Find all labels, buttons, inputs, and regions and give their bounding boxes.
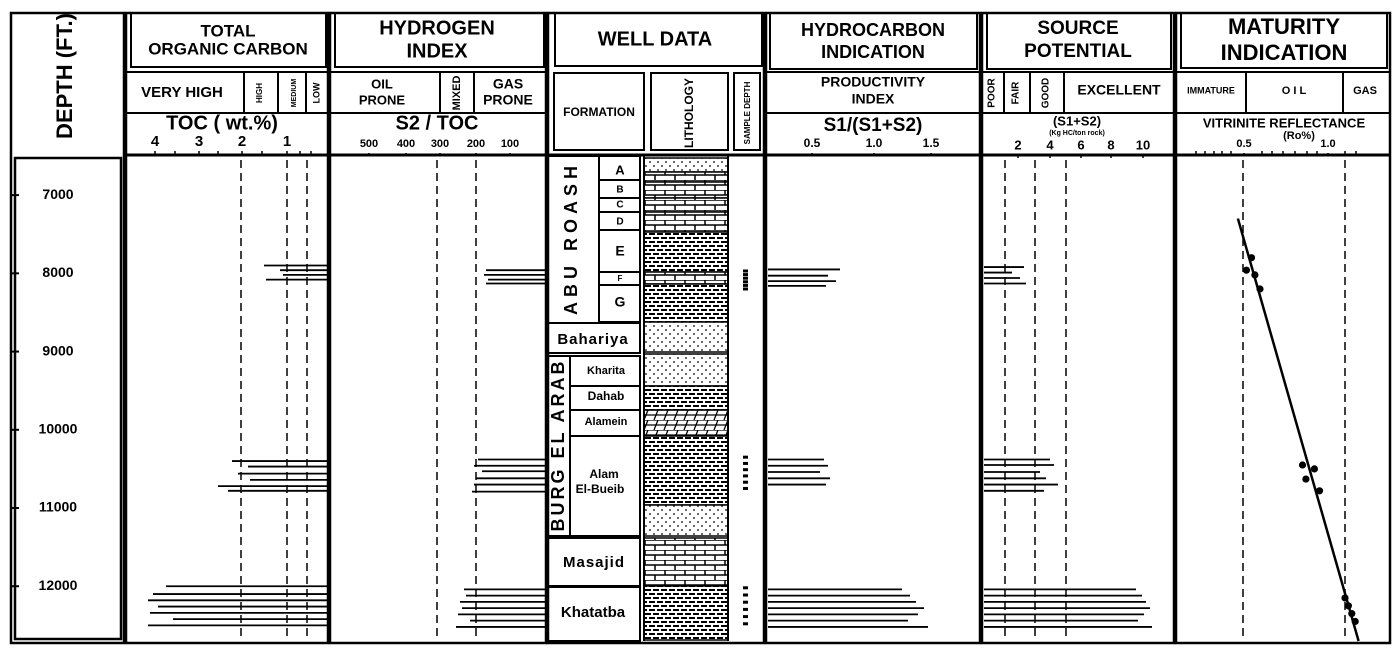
sp-tick-label: 6 bbox=[1077, 137, 1085, 153]
member-e: E bbox=[615, 242, 625, 259]
ro-data-point bbox=[1352, 618, 1359, 625]
ro-data-point bbox=[1256, 285, 1263, 292]
sample-depth-marker bbox=[743, 284, 748, 287]
ro-data-point bbox=[1345, 602, 1352, 609]
hi-class-mixed: MIXED bbox=[450, 75, 463, 111]
lithology-interval bbox=[644, 284, 728, 322]
lithology-interval bbox=[644, 198, 728, 212]
maturity-tick-label: 1.0 bbox=[1320, 137, 1336, 150]
hi-title-line2: INDEX bbox=[406, 40, 468, 63]
mat-axis-label: VITRINITE REFLECTANCE bbox=[1202, 115, 1366, 131]
toc-class-very-high: VERY HIGH bbox=[141, 83, 223, 101]
lithology-interval bbox=[644, 354, 728, 386]
sample-depth-marker bbox=[743, 462, 748, 465]
member-g: G bbox=[614, 293, 626, 310]
sp-title-line1: SOURCE bbox=[1037, 18, 1119, 40]
lithology-interval bbox=[644, 505, 728, 536]
ro-data-point bbox=[1299, 461, 1306, 468]
depth-tick-label: 11000 bbox=[38, 498, 78, 515]
hc-tick-label: 1.5 bbox=[922, 136, 940, 151]
ro-data-point bbox=[1248, 254, 1255, 261]
well-header-lithology: LITHOLOGY bbox=[682, 78, 697, 148]
sp-class-good: GOOD bbox=[1040, 77, 1052, 109]
sample-depth-marker bbox=[743, 622, 748, 625]
mat-class-immature: IMMATURE bbox=[1187, 85, 1235, 96]
sample-depth-marker bbox=[743, 601, 748, 604]
hc-title-line2: INDICATION bbox=[821, 41, 925, 62]
ro-data-point bbox=[1348, 610, 1355, 617]
well-title: WELL DATA bbox=[597, 28, 713, 51]
depth-tick-label: 8000 bbox=[42, 264, 74, 281]
member-b: B bbox=[616, 184, 624, 196]
sp-column-frame bbox=[982, 13, 1174, 643]
sp-tick-label: 10 bbox=[1135, 137, 1151, 153]
sp-tick-label: 2 bbox=[1014, 137, 1022, 153]
hi-class-oil: OIL bbox=[371, 76, 393, 92]
ro-data-point bbox=[1316, 487, 1323, 494]
lithology-interval bbox=[644, 158, 728, 172]
sp-tick-label: 8 bbox=[1107, 137, 1115, 153]
formation-abu-roash: ABU ROASH bbox=[560, 160, 581, 316]
depth-body-frame bbox=[15, 158, 121, 639]
mat-title-line1: MATURITY bbox=[1227, 13, 1341, 39]
member-el-bueib: El-Bueib bbox=[575, 482, 625, 497]
hc-column-frame bbox=[766, 13, 980, 643]
hc-title-line1: HYDROCARBON bbox=[801, 19, 945, 40]
sp-class-poor: POOR bbox=[986, 78, 998, 108]
toc-class-high: HIGH bbox=[255, 83, 265, 103]
ro-data-point bbox=[1311, 465, 1318, 472]
toc-tick-label: 3 bbox=[194, 132, 204, 150]
sp-tick-label: 4 bbox=[1046, 137, 1054, 153]
sp-axis-label: (S1+S2) bbox=[1052, 113, 1102, 129]
ro-trend-line bbox=[1238, 219, 1359, 641]
sample-depth-marker bbox=[743, 586, 748, 589]
mat-axis-unit: (Ro%) bbox=[1283, 129, 1315, 142]
well-header-sample-depth: SAMPLE DEPTH bbox=[743, 81, 753, 145]
toc-class-medium: MEDIUM bbox=[290, 78, 298, 108]
hi-tick-label: 500 bbox=[359, 137, 379, 150]
member-c: C bbox=[616, 199, 624, 211]
depth-title: DEPTH (FT.) bbox=[51, 13, 77, 139]
hi-class-prone-2: PRONE bbox=[483, 91, 533, 108]
sample-depth-marker bbox=[743, 481, 748, 484]
depth-tick-label: 10000 bbox=[38, 420, 78, 437]
sample-depth-marker bbox=[743, 273, 748, 276]
member-alam: Alam bbox=[589, 467, 619, 482]
sample-depth-marker bbox=[743, 269, 748, 272]
lithology-interval bbox=[644, 586, 728, 640]
hi-tick-label: 100 bbox=[500, 137, 520, 150]
member-a: A bbox=[615, 162, 625, 178]
formation-bahariya: Bahariya bbox=[557, 330, 629, 348]
sp-class-fair: FAIR bbox=[1010, 81, 1022, 105]
hc-tick-label: 0.5 bbox=[803, 136, 821, 151]
formation-khatatba: Khatatba bbox=[560, 603, 626, 621]
lithology-interval bbox=[644, 322, 728, 352]
lithology-interval bbox=[644, 386, 728, 410]
sample-depth-marker bbox=[743, 277, 748, 280]
hi-axis-label: S2 / TOC bbox=[395, 112, 479, 135]
hc-axis-label: S1/(S1+S2) bbox=[823, 115, 923, 137]
ro-data-point bbox=[1243, 267, 1250, 274]
formation-burg-el-arab: BURG EL ARAB bbox=[547, 358, 568, 532]
sp-title-line2: POTENTIAL bbox=[1024, 41, 1132, 63]
well-header-formation: FORMATION bbox=[563, 105, 635, 120]
hi-tick-label: 300 bbox=[430, 137, 450, 150]
sample-depth-marker bbox=[743, 608, 748, 611]
member-d: D bbox=[616, 216, 624, 228]
member-kharita: Kharita bbox=[587, 364, 625, 377]
sp-axis-unit: (Kg HC/ton rock) bbox=[1049, 129, 1105, 137]
sample-depth-marker bbox=[743, 474, 748, 477]
hc-sub-line1: PRODUCTIVITY bbox=[820, 73, 926, 90]
hi-class-prone-1: PRONE bbox=[358, 92, 406, 108]
depth-tick-label: 7000 bbox=[42, 185, 74, 202]
lithology-interval bbox=[644, 172, 728, 182]
mat-title-line2: INDICATION bbox=[1220, 39, 1348, 65]
lithology-interval bbox=[644, 538, 728, 586]
sample-depth-marker bbox=[743, 287, 748, 290]
hi-tick-label: 400 bbox=[396, 137, 416, 150]
ro-data-point bbox=[1302, 475, 1309, 482]
mat-class-oil: O I L bbox=[1281, 84, 1307, 97]
depth-tick-label: 9000 bbox=[42, 342, 74, 359]
toc-tick-label: 1 bbox=[282, 132, 292, 150]
sample-depth-marker bbox=[743, 615, 748, 618]
member-alamein: Alamein bbox=[584, 415, 628, 428]
sp-class-excellent: EXCELLENT bbox=[1077, 81, 1161, 98]
sample-depth-marker bbox=[743, 280, 748, 283]
member-f: F bbox=[617, 274, 623, 284]
toc-title-line1: TOTAL bbox=[200, 21, 256, 41]
hi-title-line1: HYDROGEN bbox=[379, 17, 495, 40]
hi-tick-label: 200 bbox=[466, 137, 486, 150]
lithology-interval bbox=[644, 272, 728, 284]
mat-class-gas: GAS bbox=[1353, 84, 1377, 97]
member-dahab: Dahab bbox=[587, 389, 625, 404]
sample-depth-marker bbox=[743, 594, 748, 597]
lithology-interval bbox=[644, 212, 728, 232]
ro-data-point bbox=[1251, 271, 1258, 278]
hi-class-gas: GAS bbox=[492, 75, 524, 92]
lithology-interval bbox=[644, 182, 728, 198]
lithology-interval bbox=[644, 232, 728, 272]
lithology-interval bbox=[644, 436, 728, 505]
maturity-column-frame bbox=[1176, 13, 1390, 643]
sample-depth-marker bbox=[743, 468, 748, 471]
toc-tick-label: 2 bbox=[237, 132, 247, 150]
formation-masajid: Masajid bbox=[562, 553, 626, 571]
sample-depth-marker bbox=[743, 456, 748, 459]
toc-title-line2: ORGANIC CARBON bbox=[148, 39, 308, 59]
ro-data-point bbox=[1341, 594, 1348, 601]
maturity-tick-label: 0.5 bbox=[1236, 137, 1252, 150]
sample-depth-marker bbox=[743, 487, 748, 490]
toc-tick-label: 4 bbox=[150, 132, 160, 150]
hc-tick-label: 1.0 bbox=[865, 136, 883, 151]
hc-sub-line2: INDEX bbox=[851, 90, 895, 107]
toc-class-low: LOW bbox=[311, 82, 322, 104]
lithology-interval bbox=[644, 410, 728, 436]
toc-axis-label: TOC ( wt.%) bbox=[166, 112, 278, 135]
depth-tick-label: 12000 bbox=[38, 576, 78, 593]
